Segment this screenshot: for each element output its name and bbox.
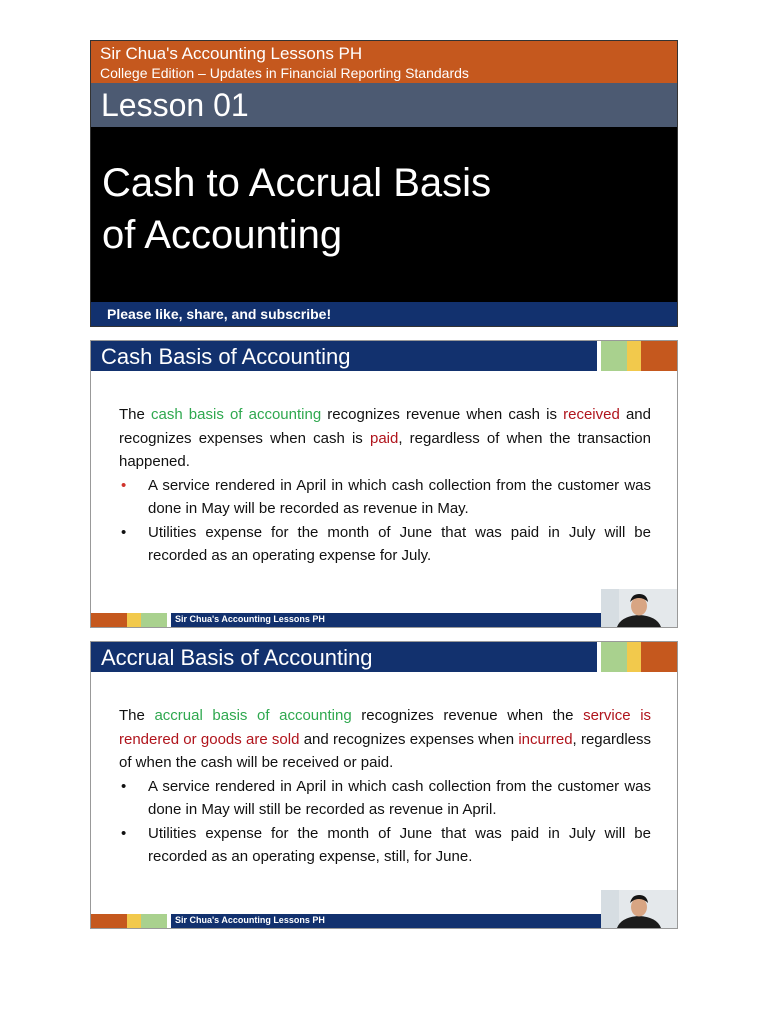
bullet-icon: • <box>121 824 127 842</box>
list-item <box>119 521 651 568</box>
cash-basis-slide <box>90 340 678 628</box>
footer-block-orange <box>91 914 127 928</box>
text-run: recognizes revenue when cash is <box>321 406 564 423</box>
keyword-highlight: received <box>563 406 620 423</box>
title-slide <box>90 40 678 327</box>
text-run: , regardless of when the cash will be received or paid. <box>119 730 651 771</box>
slide-header <box>91 41 677 83</box>
keyword-highlight: incurred <box>518 730 573 748</box>
bullet-icon: • <box>121 476 127 494</box>
slide-body <box>119 704 651 869</box>
text-run: , regardless of when the transaction happened. <box>119 429 651 470</box>
slide-title-line-1: Cash to Accrual Basis <box>102 161 492 205</box>
slide-footer <box>91 302 677 326</box>
keyword-highlight: paid <box>369 429 399 447</box>
slide-footer <box>91 914 677 928</box>
list-item <box>119 474 651 521</box>
accent-block-green <box>601 642 627 672</box>
accent-blocks <box>597 642 677 672</box>
accent-block-orange <box>641 642 677 672</box>
footer-block-green <box>141 613 167 627</box>
footer-brand: Sir Chua's Accounting Lessons PH <box>175 614 325 624</box>
slide-title-bar <box>91 642 677 672</box>
footer-block-green <box>141 914 167 928</box>
definition-paragraph <box>119 704 651 775</box>
footer-block-yellow <box>127 914 141 928</box>
list-item-text: Utilities expense for the month of June that was paid in July will be recorded as an operating expense for July. <box>148 523 651 564</box>
presenter-icon <box>601 589 677 627</box>
slide-footer <box>91 613 677 627</box>
term-highlight: accrual basis of accounting <box>154 707 352 724</box>
slide-title <box>102 157 491 261</box>
accent-blocks <box>597 341 677 371</box>
footer-block-orange <box>91 613 127 627</box>
text-run: and recognizes expenses when cash is <box>119 406 651 447</box>
accrual-basis-slide <box>90 641 678 929</box>
example-list <box>119 474 651 568</box>
text-run: The <box>119 707 155 724</box>
text-run: The <box>119 406 151 423</box>
list-item <box>119 822 651 869</box>
accent-block-yellow <box>627 341 641 371</box>
definition-paragraph <box>119 403 651 474</box>
footer-block-yellow <box>127 613 141 627</box>
slide-title-line-2: of Accounting <box>102 213 343 257</box>
keyword-highlight: service is rendered or goods are sold <box>119 707 652 748</box>
bullet-icon: • <box>121 777 127 795</box>
accent-block-orange <box>641 341 677 371</box>
list-item <box>119 775 651 822</box>
example-list <box>119 775 651 869</box>
lesson-band <box>91 83 677 127</box>
accent-block-green <box>601 341 627 371</box>
brand-name: Sir Chua's Accounting Lessons PH <box>100 44 363 63</box>
presenter-icon <box>601 890 677 928</box>
subscribe-text: Please like, share, and subscribe! <box>107 306 332 322</box>
slide-title-bar <box>91 341 677 371</box>
edition-subtitle: College Edition – Updates in Financial Reporting Standards <box>100 65 469 81</box>
slide-title: Cash Basis of Accounting <box>101 344 351 369</box>
bullet-icon: • <box>121 523 127 541</box>
list-item-text: Utilities expense for the month of June that was paid in July will be recorded as an operating expense, still, for June. <box>148 824 651 865</box>
presenter-avatar <box>601 589 677 627</box>
slide-body <box>119 403 651 568</box>
accent-block-yellow <box>627 642 641 672</box>
term-highlight: cash basis of accounting <box>150 406 322 423</box>
list-item-text: A service rendered in April in which cash collection from the customer was done in May will be recorded as revenue in May. <box>148 476 651 517</box>
text-run: and recognizes expenses when <box>299 730 519 748</box>
list-item-text: A service rendered in April in which cash collection from the customer was done in May will still be recorded as revenue in April. <box>148 777 651 818</box>
lesson-number: Lesson 01 <box>101 87 249 123</box>
slide-title: Accrual Basis of Accounting <box>101 645 373 670</box>
presenter-avatar <box>601 890 677 928</box>
text-run: recognizes revenue when the <box>351 707 584 724</box>
footer-brand: Sir Chua's Accounting Lessons PH <box>175 915 325 925</box>
